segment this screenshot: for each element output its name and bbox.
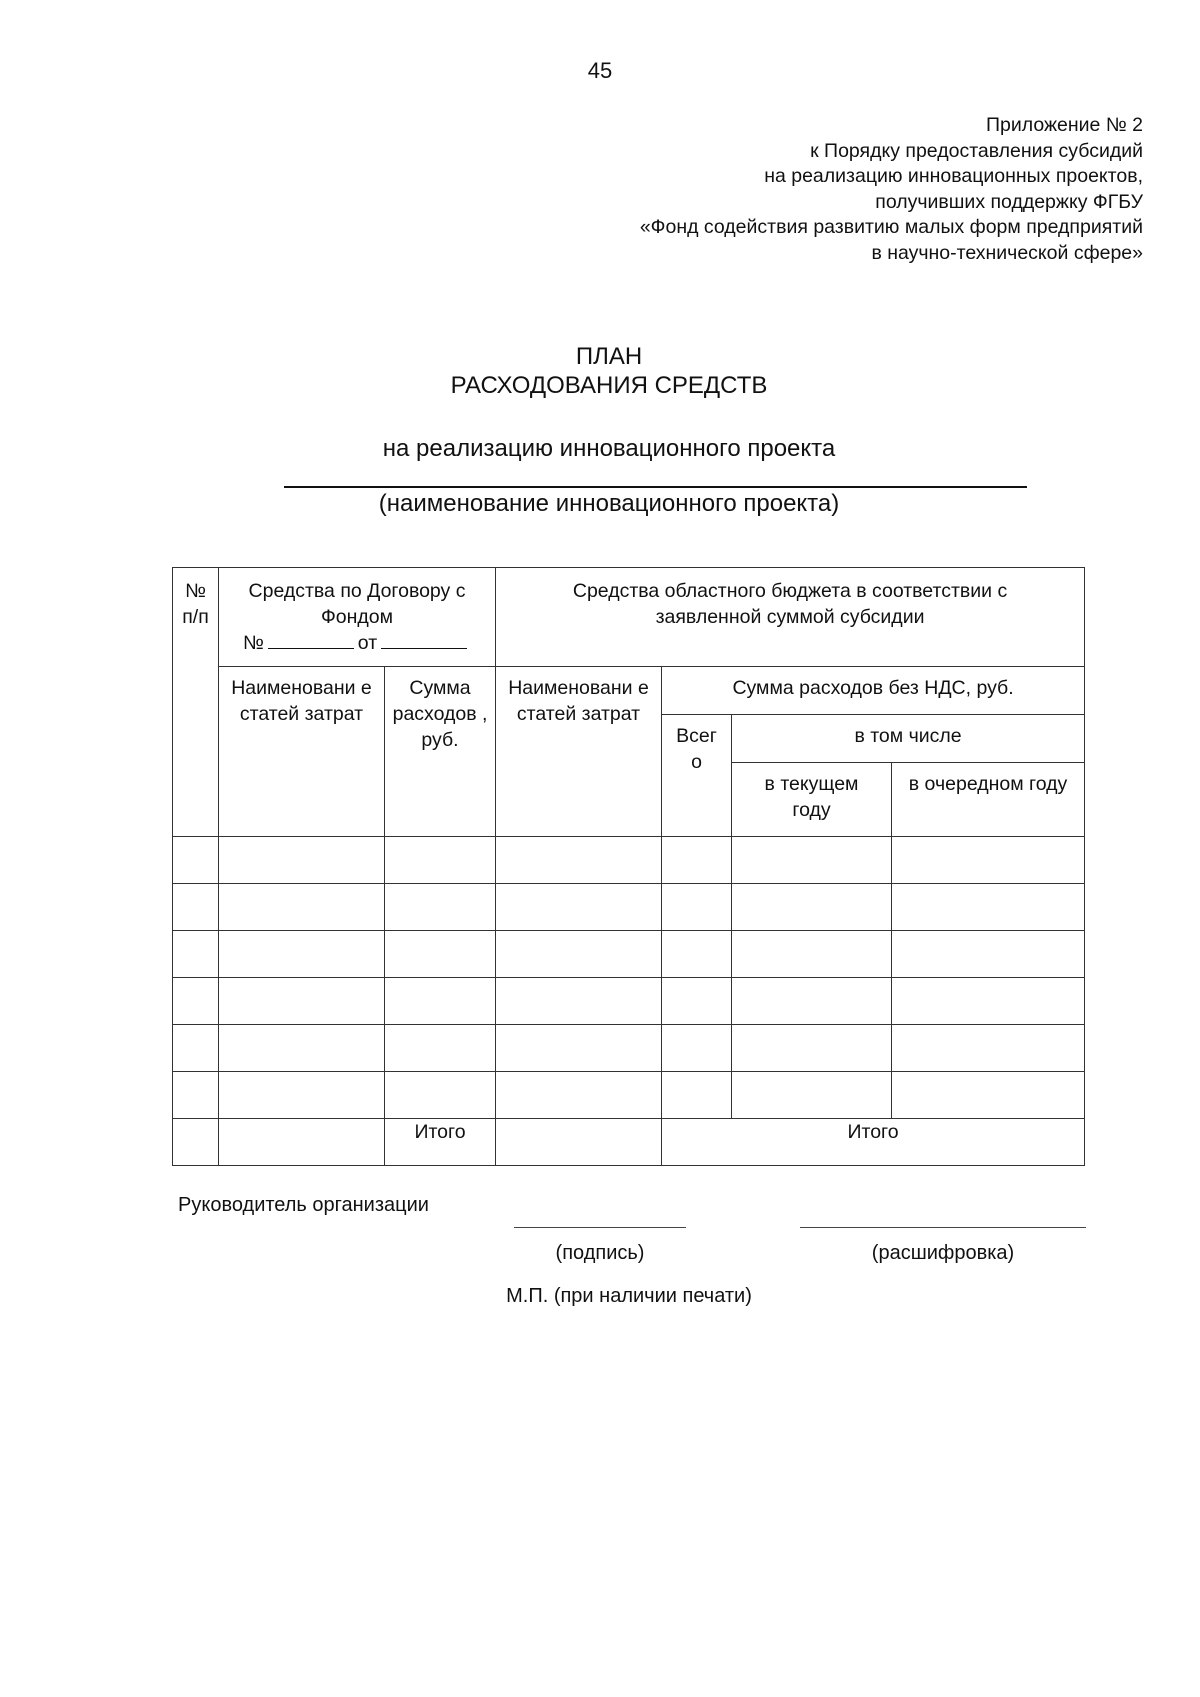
header-row-2 — [173, 667, 1085, 715]
project-purpose: на реализацию инновационного проекта — [382, 435, 836, 462]
appendix-line: на реализацию инновационных проектов, — [764, 165, 1143, 187]
header-cost-items-label: Наименовани е статей затрат — [231, 677, 372, 725]
header-row-1 — [173, 568, 1085, 667]
header-number — [173, 568, 219, 837]
project-name-caption: (наименование инновационного проекта) — [378, 490, 840, 517]
signature-line — [514, 1227, 686, 1228]
header-regional-label: Средства областного бюджета в соответствии с заявленной суммой субсидии — [572, 580, 1008, 628]
header-fund-label: Средства по Договору с Фондом — [248, 580, 466, 628]
contract-date-label: от — [357, 632, 378, 654]
header-including-label: в том числе — [854, 725, 962, 747]
header-fund — [219, 568, 496, 667]
appendix-line: к Порядку предоставления субсидий — [810, 139, 1143, 162]
header-amount-label: Сумма расходов , руб. — [392, 677, 488, 751]
table-row — [173, 931, 1085, 978]
name-decode-line — [800, 1227, 1086, 1228]
stamp-note: М.П. (при наличии печати) — [506, 1285, 752, 1307]
page-number: 45 — [587, 58, 613, 83]
table-row — [173, 978, 1085, 1025]
signature-caption: (подпись) — [555, 1242, 645, 1264]
header-cost-items-2 — [496, 667, 662, 837]
contract-number-blank — [268, 630, 354, 649]
header-cost-items-2-label: Наименовани е статей затрат — [508, 677, 649, 725]
table-row — [173, 884, 1085, 931]
total-label-regional: Итого — [662, 1119, 1085, 1166]
header-total — [662, 715, 732, 837]
header-including — [732, 715, 1085, 763]
appendix-line: «Фонд содействия развитию малых форм предприятий — [639, 216, 1143, 238]
document-title: ПЛАН — [575, 343, 643, 370]
name-decode-caption: (расшифровка) — [871, 1242, 1015, 1264]
header-next-year-label: в очередном году — [908, 773, 1068, 795]
total-row — [173, 1119, 1085, 1166]
header-sum-no-vat-label: Сумма расходов без НДС, руб. — [732, 677, 1014, 699]
header-cost-items — [219, 667, 385, 837]
header-total-label: Всег о — [676, 725, 717, 773]
appendix-line: получивших поддержку ФГБУ — [875, 190, 1143, 213]
header-current-year-label: в текущем году — [764, 773, 859, 821]
table-row — [173, 1025, 1085, 1072]
contract-number-label: № — [242, 632, 264, 654]
project-name-line — [284, 486, 1027, 488]
header-next-year — [892, 763, 1085, 837]
table-row — [173, 837, 1085, 884]
table-row — [173, 1072, 1085, 1119]
appendix-line: Приложение № 2 — [986, 114, 1143, 136]
header-sum-no-vat — [662, 667, 1085, 715]
head-of-organization-label: Руководитель организации — [178, 1194, 429, 1216]
total-label-fund: Итого — [385, 1119, 496, 1166]
appendix-reference — [640, 113, 1143, 266]
header-amount — [385, 667, 496, 837]
expense-plan-table — [172, 567, 1085, 1166]
header-regional-budget — [496, 568, 1085, 667]
header-number-label: № п/п — [182, 580, 209, 628]
header-fund-contract — [222, 630, 492, 656]
header-current-year — [732, 763, 892, 837]
document-subtitle: РАСХОДОВАНИЯ СРЕДСТВ — [450, 372, 768, 399]
appendix-line: в научно-технической сфере» — [871, 241, 1143, 264]
contract-date-blank — [381, 630, 467, 649]
